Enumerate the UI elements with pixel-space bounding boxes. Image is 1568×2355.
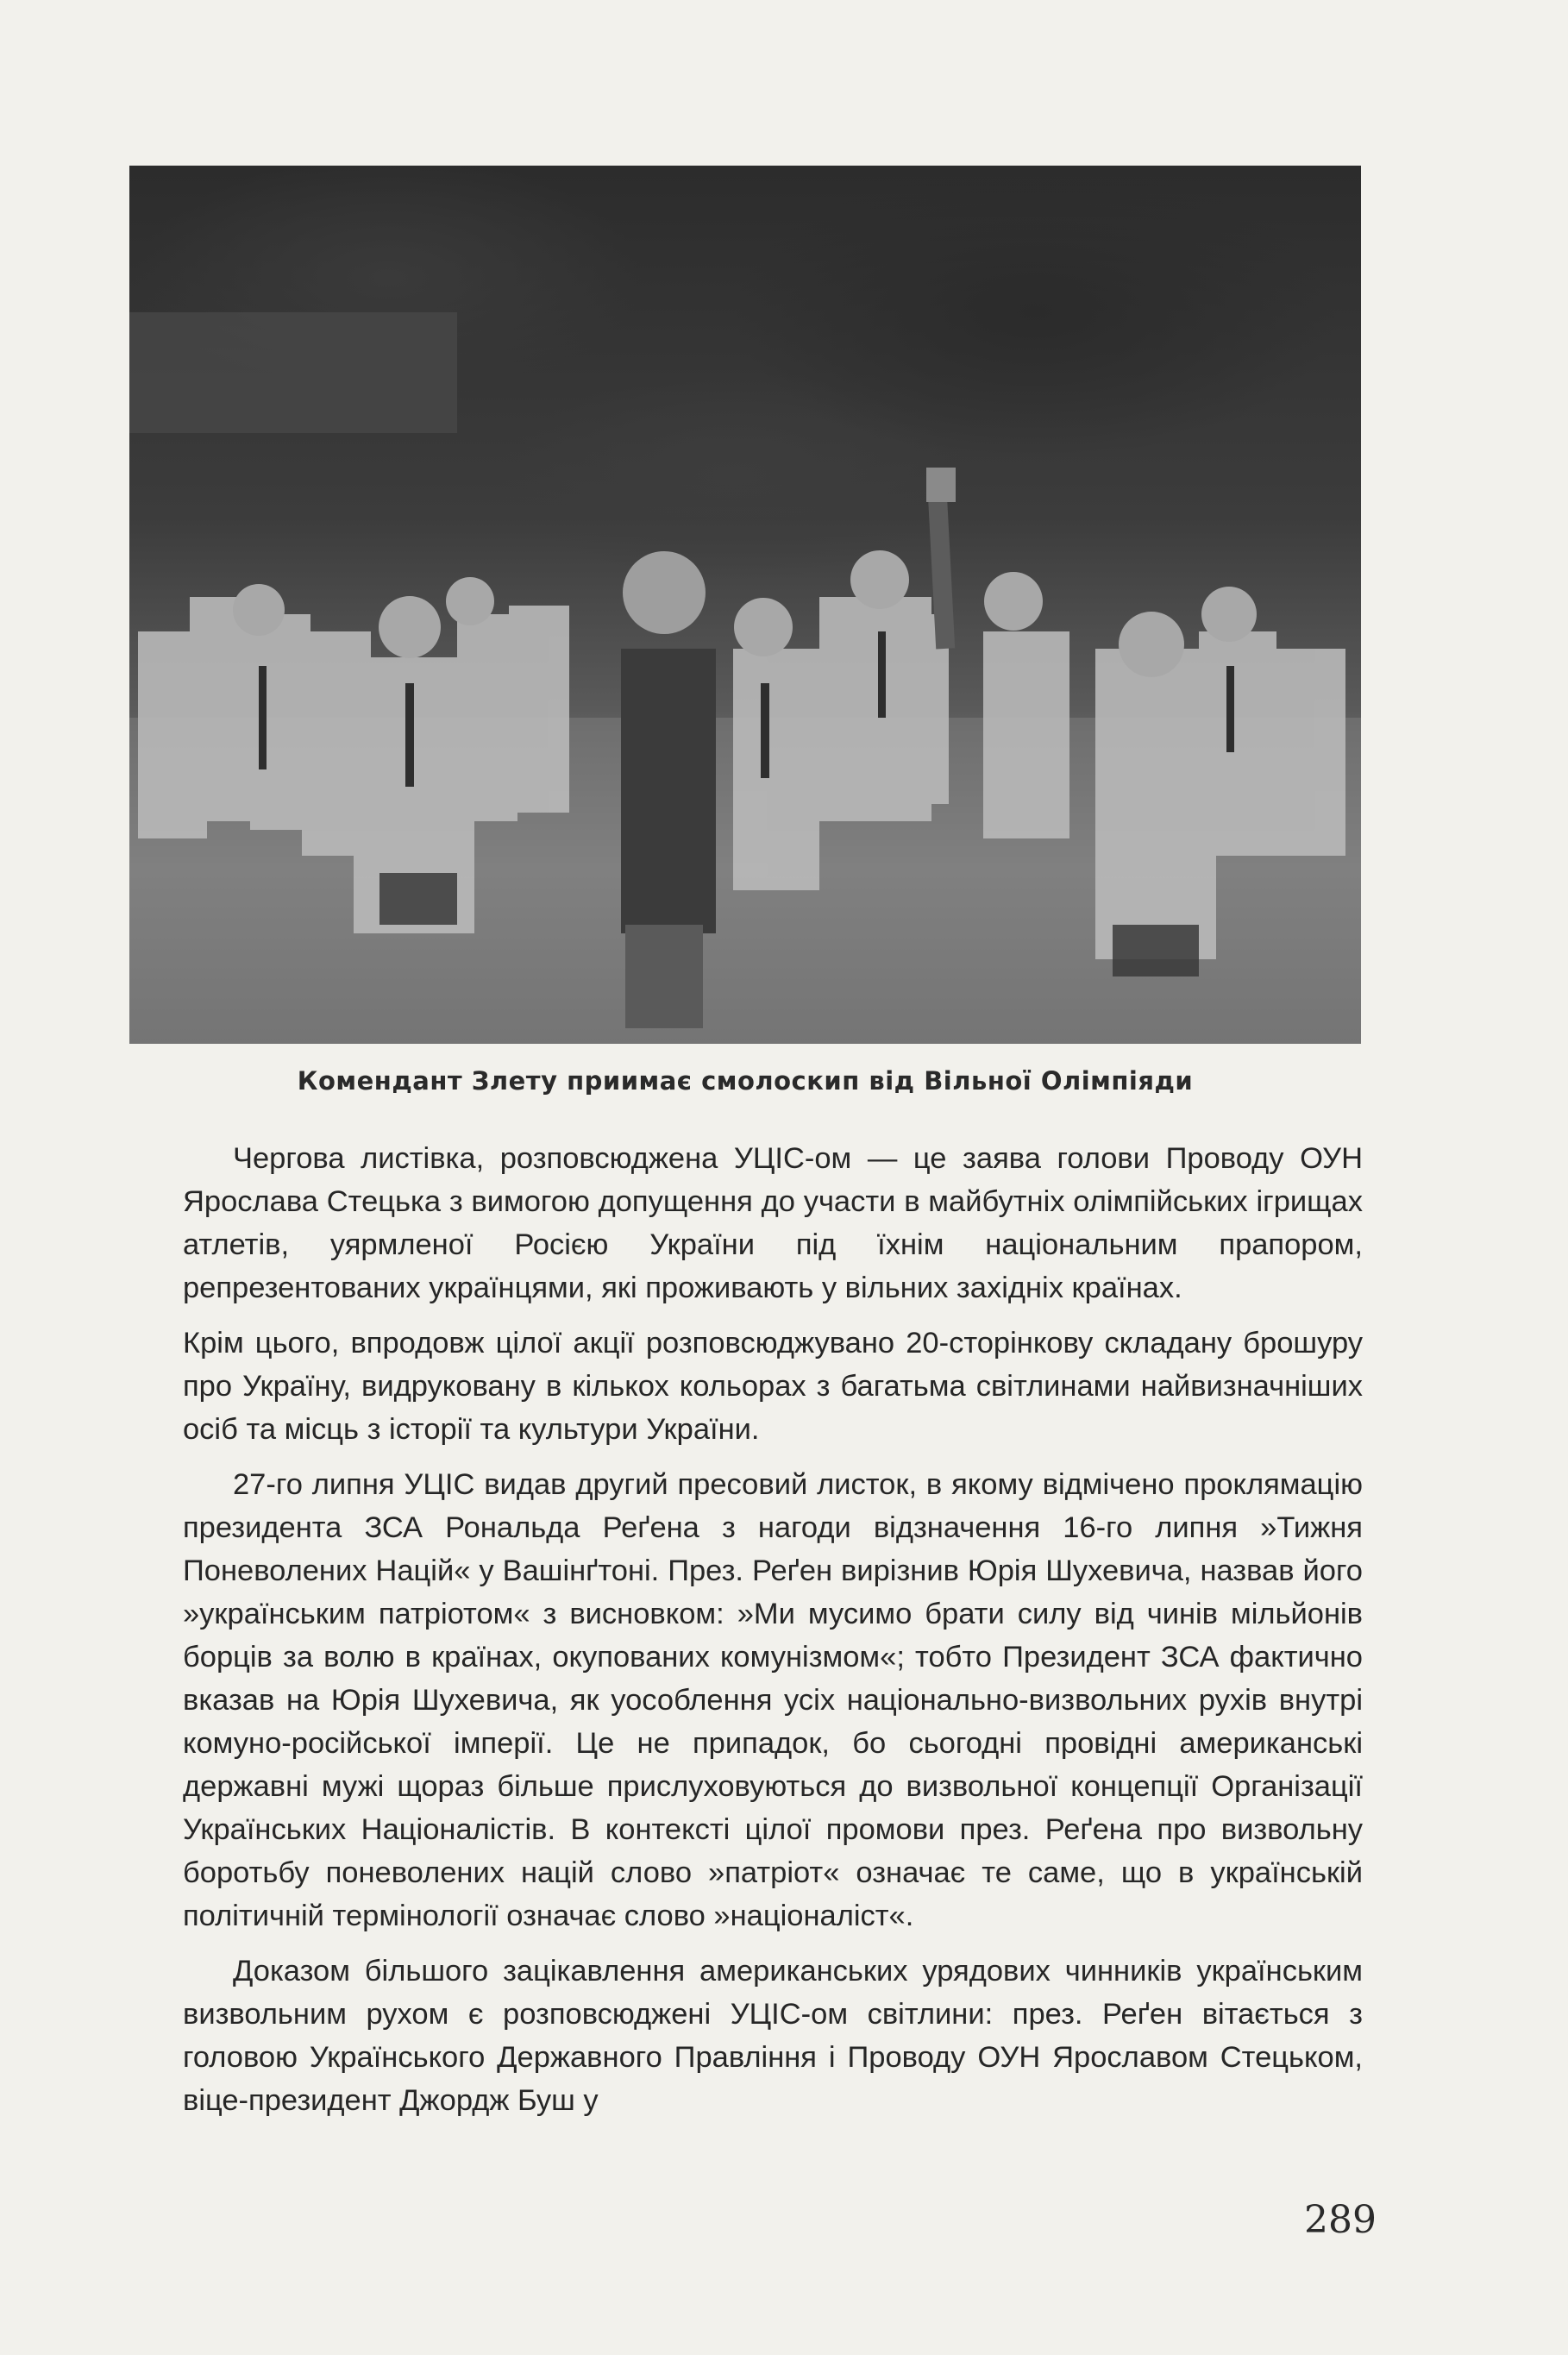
paragraph: 27-го липня УЦІС видав другий пресовий листок, в якому відмічено проклямацію президента ЗСА Рональда Реґена з нагоди відзначення 16-го липня »Тижня Поневолених Націй« у Вашінґтоні. През. Реґен вирізнив Юрія Шухевича, назвав його »українським патріотом« з висновком: »Ми мусимо брати силу від чинів мільйонів борців за волю в країнах, окупованих комунізмом«; тобто Президент ЗСА фактично вказав на Юрія Шухевича, як уособлення усіх національно-визвольних рухів внутрі комуно-російської імперії. Це не припадок, бо сьогодні провідні американські державні мужі щораз більше прислуховуються до визвольної концепції Організації Українських Націоналістів. В контексті цілої промови през. Реґена про визвольну боротьбу поневолених націй слово »патріот« означає те саме, що в українській політичній термінології означає слово »націоналіст«. [183, 1468, 1363, 1932]
page-number: 289 [1304, 2198, 1377, 2242]
body-text [183, 1137, 1363, 2134]
photo-illustration [129, 166, 1361, 1044]
photo-caption: Комендант Злету приимає смолоскип від Вільної Олімпіяди [297, 1066, 1194, 1096]
paragraph: Крім цього, впродовж цілої акції розповсюджувано 20-сторінкову складану брошуру про Україну, видруковану в кількох кольорах з багатьма світлинами найвизначніших осіб та місць з історії та культури України. [183, 1327, 1363, 1446]
torch-ceremony-photo [129, 166, 1361, 1044]
paragraph: Доказом більшого зацікавлення американських урядових чинників українським визвольним рухом є розповсюджені УЦІС-ом світлини: през. Реґен вітається з головою Українського Державного Правління і Проводу ОУН Ярославом Стецьком, віце-президент Джордж Буш у [183, 1955, 1363, 2117]
paragraph: Чергова листівка, розповсюджена УЦІС-ом — це заява голови Проводу ОУН Ярослава Стецька з вимогою допущення до участи в майбутніх олімпійських ігрищах атлетів, уярмленої Росією України під їхнім національним прапором, репрезентованих українцями, які проживають у вільних західніх країнах. [183, 1142, 1363, 1304]
